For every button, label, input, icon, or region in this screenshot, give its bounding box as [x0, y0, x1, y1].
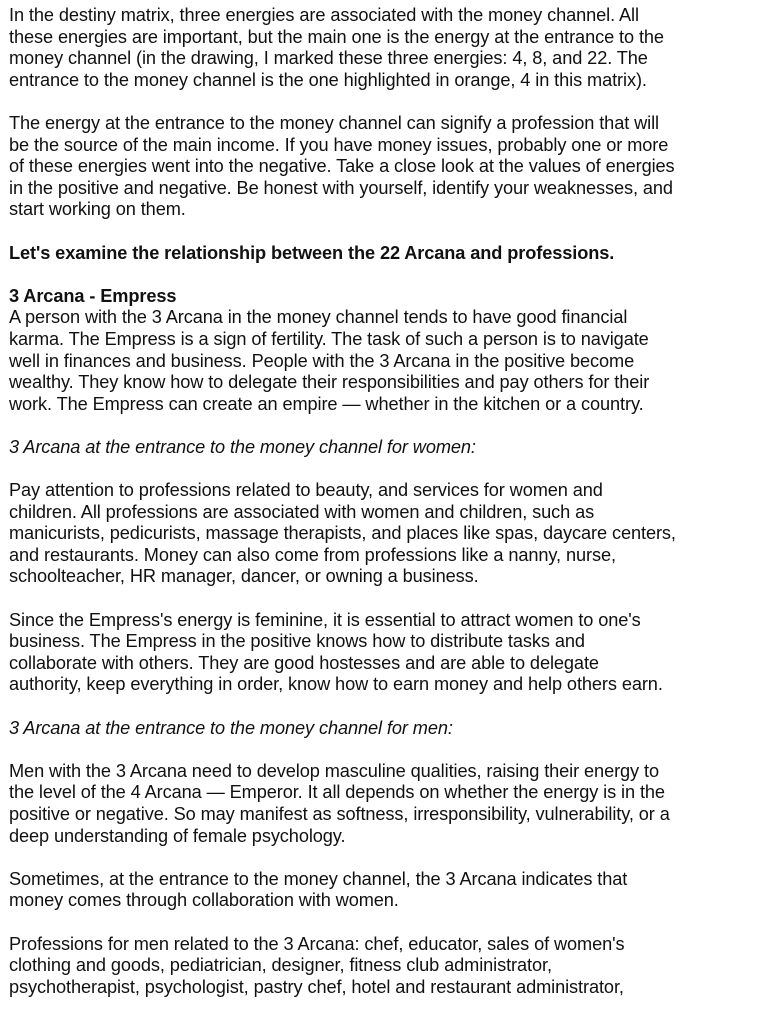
- text-line: money channel (in the drawing, I marked these three energies: 4, 8, and 22. The: [9, 48, 648, 69]
- section-empress: [9, 286, 760, 416]
- paragraph-feminine-energy: [9, 610, 760, 696]
- text-line: these energies are important, but the main one is the energy at the entrance to the: [9, 26, 664, 47]
- paragraph-men-qualities: [9, 761, 760, 847]
- text-line: of these energies went into the negative. Take a close look at the values of energies: [9, 156, 675, 177]
- paragraph-gap: [9, 264, 760, 286]
- text-line: In the destiny matrix, three energies are associated with the money channel. All: [9, 5, 639, 25]
- paragraph-gap: [9, 221, 760, 243]
- text-line: deep understanding of female psychology.: [9, 825, 346, 846]
- paragraph-gap: [9, 588, 760, 610]
- paragraph-gap: [9, 739, 760, 761]
- section-intro-heading: [9, 243, 760, 265]
- text-line: Professions for men related to the 3 Arcana: chef, educator, sales of women's: [9, 933, 625, 954]
- text-line: and restaurants. Money can also come from professions like a nanny, nurse,: [9, 544, 616, 565]
- paragraph-gap: [9, 847, 760, 869]
- text-line: work. The Empress can create an empire — whether in the kitchen or a country.: [9, 393, 644, 414]
- paragraph-money-channel-intro: [9, 5, 760, 91]
- italic-subheading: 3 Arcana at the entrance to the money channel for women:: [9, 436, 476, 457]
- paragraph-collaboration: [9, 869, 760, 912]
- text-line: positive or negative. So may manifest as softness, irresponsibility, vulnerability, or a: [9, 803, 670, 824]
- text-line: start working on them.: [9, 199, 186, 220]
- text-line: children. All professions are associated with women and children, such as: [9, 501, 595, 522]
- text-line: A person with the 3 Arcana in the money channel tends to have good financial: [9, 307, 628, 328]
- paragraph-gap: [9, 91, 760, 113]
- text-line: karma. The Empress is a sign of fertility. The task of such a person is to navigate: [9, 328, 649, 349]
- text-line: Sometimes, at the entrance to the money channel, the 3 Arcana indicates that: [9, 868, 628, 889]
- text-line: schoolteacher, HR manager, dancer, or owning a business.: [9, 566, 479, 587]
- text-line: manicurists, pedicurists, massage therapists, and places like spas, daycare centers,: [9, 523, 676, 544]
- paragraph-gap: [9, 696, 760, 718]
- text-line: The energy at the entrance to the money channel can signify a profession that will: [9, 112, 659, 133]
- paragraph-women-professions: [9, 480, 760, 588]
- paragraph-entrance-energy: [9, 113, 760, 221]
- text-line: entrance to the money channel is the one highlighted in orange, 4 in this matrix).: [9, 69, 647, 90]
- text-line: in the positive and negative. Be honest with yourself, identify your weaknesses, and: [9, 177, 673, 198]
- text-line: money comes through collaboration with women.: [9, 890, 399, 911]
- paragraph-men-professions: [9, 934, 760, 999]
- text-line: be the source of the main income. If you have money issues, probably one or more: [9, 134, 669, 155]
- text-line: well in finances and business. People with the 3 Arcana in the positive become: [9, 350, 635, 371]
- paragraph-gap: [9, 458, 760, 480]
- paragraph-gap: [9, 912, 760, 934]
- text-line: psychotherapist, psychologist, pastry chef, hotel and restaurant administrator,: [9, 976, 624, 997]
- bold-heading: Let's examine the relationship between the 22 Arcana and professions.: [9, 242, 615, 263]
- text-line: authority, keep everything in order, know how to earn money and help others earn.: [9, 674, 663, 695]
- text-line: collaborate with others. They are good hostesses and are able to delegate: [9, 652, 599, 673]
- subheading-men: [9, 718, 760, 740]
- section-heading: 3 Arcana - Empress: [9, 285, 177, 306]
- text-line: wealthy. They know how to delegate their responsibilities and pay others for their: [9, 372, 650, 393]
- text-line: clothing and goods, pediatrician, designer, fitness club administrator,: [9, 955, 552, 976]
- text-line: Men with the 3 Arcana need to develop masculine qualities, raising their energy to: [9, 760, 659, 781]
- italic-subheading: 3 Arcana at the entrance to the money channel for men:: [9, 717, 453, 738]
- subheading-women: [9, 437, 760, 459]
- text-line: the level of the 4 Arcana — Emperor. It all depends on whether the energy is in the: [9, 782, 665, 803]
- paragraph-gap: [9, 415, 760, 437]
- text-line: business. The Empress in the positive knows how to distribute tasks and: [9, 631, 585, 652]
- text-line: Since the Empress's energy is feminine, it is essential to attract women to one's: [9, 609, 641, 630]
- text-line: Pay attention to professions related to beauty, and services for women and: [9, 480, 603, 501]
